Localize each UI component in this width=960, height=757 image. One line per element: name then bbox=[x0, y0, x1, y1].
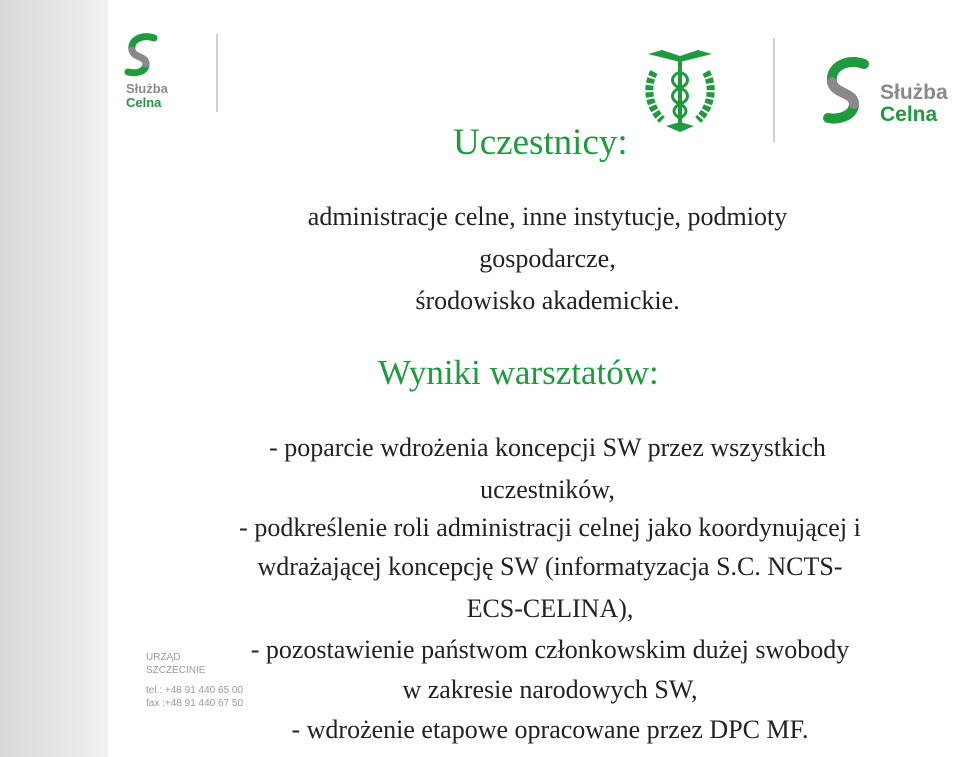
large-logo-text bbox=[880, 82, 948, 126]
results-line-4: wdrażającej koncepcję SW (informatyzacja S.C. NCTS- bbox=[257, 552, 843, 581]
large-logo-word-1: Służba bbox=[880, 81, 948, 104]
office-name-line-2: SZCZECINIE bbox=[146, 665, 206, 676]
s-swoosh-icon bbox=[124, 32, 164, 80]
results-line-6: - pozostawienie państwom członkowskim dużej swobody bbox=[250, 635, 850, 664]
header-divider-left bbox=[216, 34, 218, 112]
participants-line-2: gospodarcze, bbox=[479, 244, 616, 273]
participants-heading: Uczestnicy: bbox=[453, 122, 628, 163]
s-swoosh-icon-large bbox=[822, 56, 874, 128]
left-sidebar-band bbox=[0, 0, 108, 757]
small-logo-word-2: Celna bbox=[126, 94, 162, 110]
header-divider-right bbox=[773, 38, 775, 142]
results-line-3: - podkreślenie roli administracji celnej jako koordynującej i bbox=[239, 513, 861, 542]
results-line-2: uczestników, bbox=[480, 475, 615, 504]
small-sluzba-celna-logo bbox=[122, 32, 182, 112]
large-sluzba-celna-logo bbox=[822, 56, 960, 136]
results-line-1: - poparcie wdrożenia koncepcji SW przez wszystkich bbox=[269, 433, 826, 462]
office-fax: fax :+48 91 440 67 50 bbox=[146, 698, 244, 709]
results-line-5: ECS-CELINA), bbox=[466, 594, 634, 623]
office-contact-block bbox=[146, 651, 205, 677]
participants-line-1: administracje celne, inne instytucje, podmioty bbox=[307, 202, 788, 231]
customs-caduceus-emblem-icon bbox=[638, 42, 722, 134]
small-logo-word-1: Służba bbox=[126, 81, 168, 96]
large-logo-word-2: Celna bbox=[880, 103, 938, 127]
results-line-8: - wdrożenie etapowe opracowane przez DPC MF. bbox=[291, 715, 809, 744]
results-line-7: w zakresie narodowych SW, bbox=[402, 675, 698, 704]
office-phone-block bbox=[146, 684, 243, 710]
office-name-line-1: URZĄD bbox=[146, 652, 181, 663]
office-tel: tel.: +48 91 440 65 00 bbox=[146, 685, 244, 696]
small-logo-text bbox=[126, 82, 168, 109]
results-heading: Wyniki warsztatów: bbox=[378, 353, 659, 392]
participants-line-3: środowisko akademickie. bbox=[415, 286, 680, 315]
